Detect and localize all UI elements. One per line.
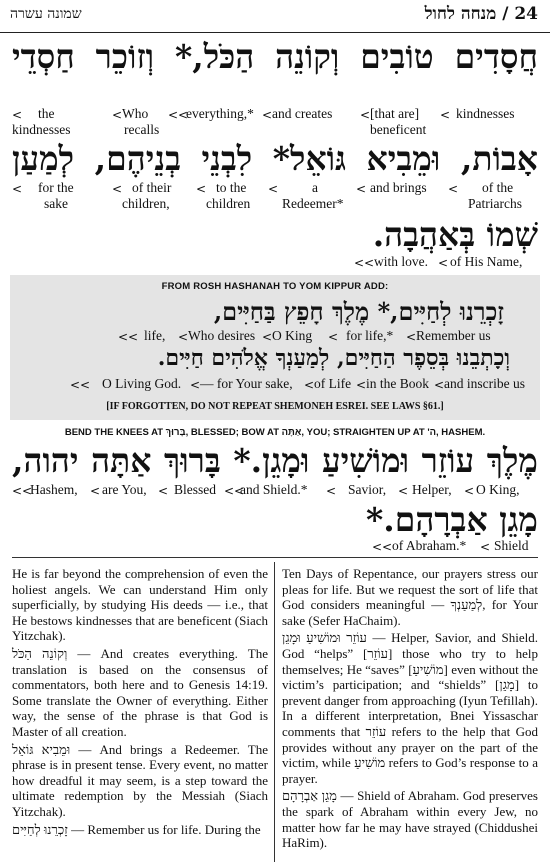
chevron-left-icon: < (434, 378, 445, 392)
gloss-word: everything,* (186, 106, 254, 121)
commentary-paragraph: מָגֵן אַבְרָהָם — Shield of Abraham. God preserves the spark of Abraham within every Jew, no matter how far he may have strayed (Chiddushei HaRim). (282, 788, 538, 851)
chevron-left-icon: < (326, 484, 337, 498)
prayer-line-4: מֶלֶךְ עוֹזֵר וּמוֹשִׁיעַ וּמָגֵן.* בָּרוּךְ אַתָּה יהוה, (12, 441, 538, 480)
chevron-left-icon: < (356, 378, 367, 392)
commentary-right-column (282, 566, 538, 853)
gloss-word: of their (132, 180, 172, 195)
gloss-word: of His Name, (450, 254, 523, 269)
section-divider (12, 557, 538, 558)
chevron-left-icon: < (328, 330, 339, 344)
prayer-line-3: שְׁמוֹ בְּאַהֲבָה. (372, 215, 538, 254)
chevron-left-icon: < (196, 182, 207, 196)
chevron-left-icon: < (356, 182, 367, 196)
page-header (0, 0, 550, 33)
double-chevron-icon: << (354, 256, 375, 270)
gloss-word: are You, (102, 482, 147, 497)
chevron-left-icon: < (304, 378, 315, 392)
double-chevron-icon: << (70, 378, 91, 392)
bowing-instruction: BEND THE KNEES AT בָּרוּךְ, BLESSED; BOW AT אַתָּה, YOU; STRAIGHTEN UP AT 'ה, HASHEM. (64, 427, 486, 438)
gloss-word: Helper, (412, 482, 452, 497)
gloss-word: of the (482, 180, 514, 195)
gloss-word: children, (122, 196, 170, 211)
page-number: 24 (514, 4, 538, 24)
chevron-left-icon: < (112, 182, 123, 196)
chevron-left-icon: < (262, 330, 273, 344)
gloss-word: O King (272, 328, 313, 343)
commentary-paragraph: וּמֵבִיא גּוֹאֵל — And brings a Redeemer. The phrase is in present tense. Every event, no matter how dreadful it may seem, is a step toward the ultimate redemption by the Messiah (Siach Yitzchak). (12, 741, 268, 819)
gloss-word: and brings (370, 180, 427, 195)
gloss-word: sake (44, 196, 68, 211)
gloss-word: Who (122, 106, 149, 121)
chevron-left-icon: < (158, 484, 169, 498)
gloss-word: recalls (124, 122, 160, 137)
gloss-word: kindnesses (456, 106, 515, 121)
column-divider (274, 562, 275, 862)
section-title: שמונה עשרה (10, 6, 82, 22)
gloss-word: Remember us (416, 328, 491, 343)
insertion-box (10, 275, 540, 420)
box-hebrew-line-1: זָכְרֵנוּ לְחַיִּים,* מֶלֶךְ חָפֵץ בַּחַיִּים, (213, 297, 504, 326)
double-chevron-icon: << (168, 108, 189, 122)
box-note: [IF FORGOTTEN, DO NOT REPEAT SHEMONEH ESREI. SEE LAWS §61.] (106, 401, 444, 412)
gloss-word: Blessed (174, 482, 216, 497)
gloss-word: to the (216, 180, 247, 195)
double-chevron-icon: << (372, 540, 393, 554)
gloss-word: and creates (272, 106, 333, 121)
box-title: FROM ROSH HASHANAH TO YOM KIPPUR ADD: (161, 281, 389, 292)
service-name: מנחה לחול (424, 4, 497, 24)
gloss-word: Redeemer* (282, 196, 344, 211)
double-chevron-icon: << (12, 484, 33, 498)
double-chevron-icon: << (118, 330, 139, 344)
box-hebrew-line-2: וְכָתְבֵנוּ בְּסֵפֶר הַחַיִּים, לְמַעַנְךָ אֱלֹהִים חַיִּים. (157, 345, 510, 371)
gloss-word: of Life (314, 376, 352, 391)
chevron-left-icon: < (448, 182, 459, 196)
chevron-left-icon: < (438, 256, 449, 270)
double-chevron-icon: << (224, 484, 245, 498)
chevron-left-icon: < (178, 330, 189, 344)
gloss-word: Hashem, (30, 482, 78, 497)
chevron-left-icon: < (12, 182, 23, 196)
gloss-word: Who desires (188, 328, 256, 343)
gloss-word: O King, (476, 482, 520, 497)
commentary-left-column (12, 566, 268, 839)
gloss-word: children (206, 196, 251, 211)
chevron-left-icon: < (406, 330, 417, 344)
gloss-word: and Shield.* (240, 482, 308, 497)
chevron-left-icon: < (190, 378, 201, 392)
commentary-paragraph: וְקוֹנֵה הַכֹּל — And creates everything. The translation is based on the consensus of commentators, both here and to Genesis 14:19. Some translate the Owner of everything. Either way, the sense of the phrase is that God is Master of all creation. (12, 645, 268, 739)
chevron-left-icon: < (12, 108, 23, 122)
gloss-word: Patriarchs (468, 196, 522, 211)
chevron-left-icon: < (440, 108, 451, 122)
gloss-word: beneficent (370, 122, 427, 137)
gloss-word: Savior, (348, 482, 387, 497)
gloss-word: and inscribe us (444, 376, 525, 391)
chevron-left-icon: < (112, 108, 123, 122)
gloss-word: for the (38, 180, 74, 195)
commentary-paragraph: עוֹזֵר וּמוֹשִׁיעַ וּמָגֵן — Helper, Savior, and Shield. God “helps” [עוֹזֵר] those who try to help themselves; He “saves” [מוֹשִׁיעַ] even without the victim’s participation; and “shields” [מָגֵן] to prevent danger from approaching (Iyun Tefillah). In a different interpretation, Bnei Yissaschar comments that עוֹזֵר refers to the help that God provides without any prayer on the part of the victim, while מוֹשִׁיעַ refers to God’s response to a prayer. (282, 630, 539, 786)
chevron-left-icon: < (262, 108, 273, 122)
chevron-left-icon: < (398, 484, 409, 498)
chevron-left-icon: < (268, 182, 279, 196)
gloss-word: in the Book (366, 376, 429, 391)
prayer-line-5: מָגֵן אַבְרָהָם.* (366, 500, 538, 539)
gloss-word: a (312, 180, 318, 195)
chevron-left-icon: < (464, 484, 475, 498)
gloss-word: for life,* (346, 328, 394, 343)
commentary-paragraph: Ten Days of Repentance, our prayers stress our pleas for life. But we request the sort of life that God considers meaningful — לְמַעַנְךָ, for Your sake (Sefer HaChaim). (282, 566, 538, 628)
prayer-line-2: אָבוֹת, וּמֵבִיא גּוֹאֵל* לִבְנֵי בְנֵיהֶם, לְמַעַן (12, 139, 538, 178)
gloss-word: with love. (374, 254, 428, 269)
chevron-left-icon: < (360, 108, 371, 122)
gloss-word: [that are] (370, 106, 420, 121)
gloss-word: kindnesses (12, 122, 71, 137)
gloss-word: O Living God. (102, 376, 182, 391)
gloss-word: of Abraham.* (392, 538, 467, 553)
gloss-word: — for Your sake, (200, 376, 293, 391)
prayer-line-1: חֲסָדִים טוֹבִים וְקוֹנֵה הַכֹּל,* וְזוֹכֵר חַסְדֵי (12, 37, 538, 76)
chevron-left-icon: < (90, 484, 101, 498)
gloss-word: Shield (494, 538, 529, 553)
chevron-left-icon: < (480, 540, 491, 554)
page-title: 24 / מנחה לחול (424, 4, 538, 24)
commentary-paragraph: זָכְרֵנוּ לְחַיִּים — Remember us for life. During the (12, 821, 261, 837)
commentary-paragraph: He is far beyond the comprehension of even the holiest angels. We can understand Him only superficially, by studying His deeds — i.e., that He bestows kindnesses that are beneficent (Siach Yitzchak). (12, 566, 268, 644)
gloss-word: the (38, 106, 55, 121)
gloss-word: life, (144, 328, 166, 343)
